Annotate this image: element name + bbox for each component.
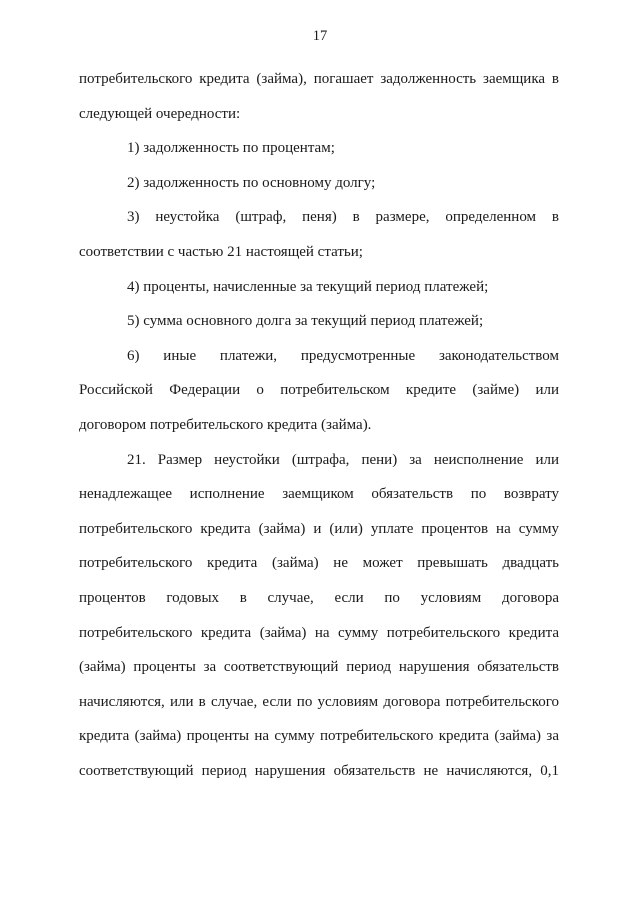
text-line: соответствии с частью 21 настоящей статьи; <box>79 243 363 260</box>
text-line: 2) задолженность по основному долгу; <box>127 174 376 191</box>
body-text <box>79 62 559 788</box>
text-line: начисляются, или в случае, если по условиям договора потребительского <box>79 693 559 710</box>
text-line: потребительского кредита (займа) и (или) уплате процентов на сумму <box>79 520 559 537</box>
page-number: 17 <box>312 28 328 44</box>
text-line: Российской Федерации о потребительском кредите (займе) или <box>79 382 559 399</box>
text-line: (займа) проценты за соответствующий период нарушения обязательств <box>79 659 559 676</box>
text-line: ненадлежащее исполнение заемщиком обязательств по возврату <box>79 486 559 503</box>
text-line: 21. Размер неустойки (штрафа, пени) за неисполнение или <box>127 451 559 468</box>
text-line: 4) проценты, начисленные за текущий период платежей; <box>127 278 489 295</box>
text-line: соответствующий период нарушения обязательств не начисляются, 0,1 <box>79 762 559 779</box>
text-line: 1) задолженность по процентам; <box>127 140 335 157</box>
text-line: договором потребительского кредита (займа). <box>79 416 372 433</box>
text-line: процентов годовых в случае, если по условиям договора <box>79 589 559 606</box>
text-line: следующей очередности: <box>79 105 241 122</box>
text-line: потребительского кредита (займа) не может превышать двадцать <box>79 555 559 572</box>
text-line: кредита (займа) проценты на сумму потребительского кредита (займа) за <box>79 728 559 745</box>
text-line: потребительского кредита (займа), погашает задолженность заемщика в <box>79 71 559 87</box>
text-line: 5) сумма основного долга за текущий период платежей; <box>127 313 484 330</box>
text-line: 6) иные платежи, предусмотренные законодательством <box>127 347 559 364</box>
text-line: 3) неустойка (штраф, пеня) в размере, определенном в <box>127 209 559 226</box>
text-line: потребительского кредита (займа) на сумму потребительского кредита <box>79 624 559 641</box>
